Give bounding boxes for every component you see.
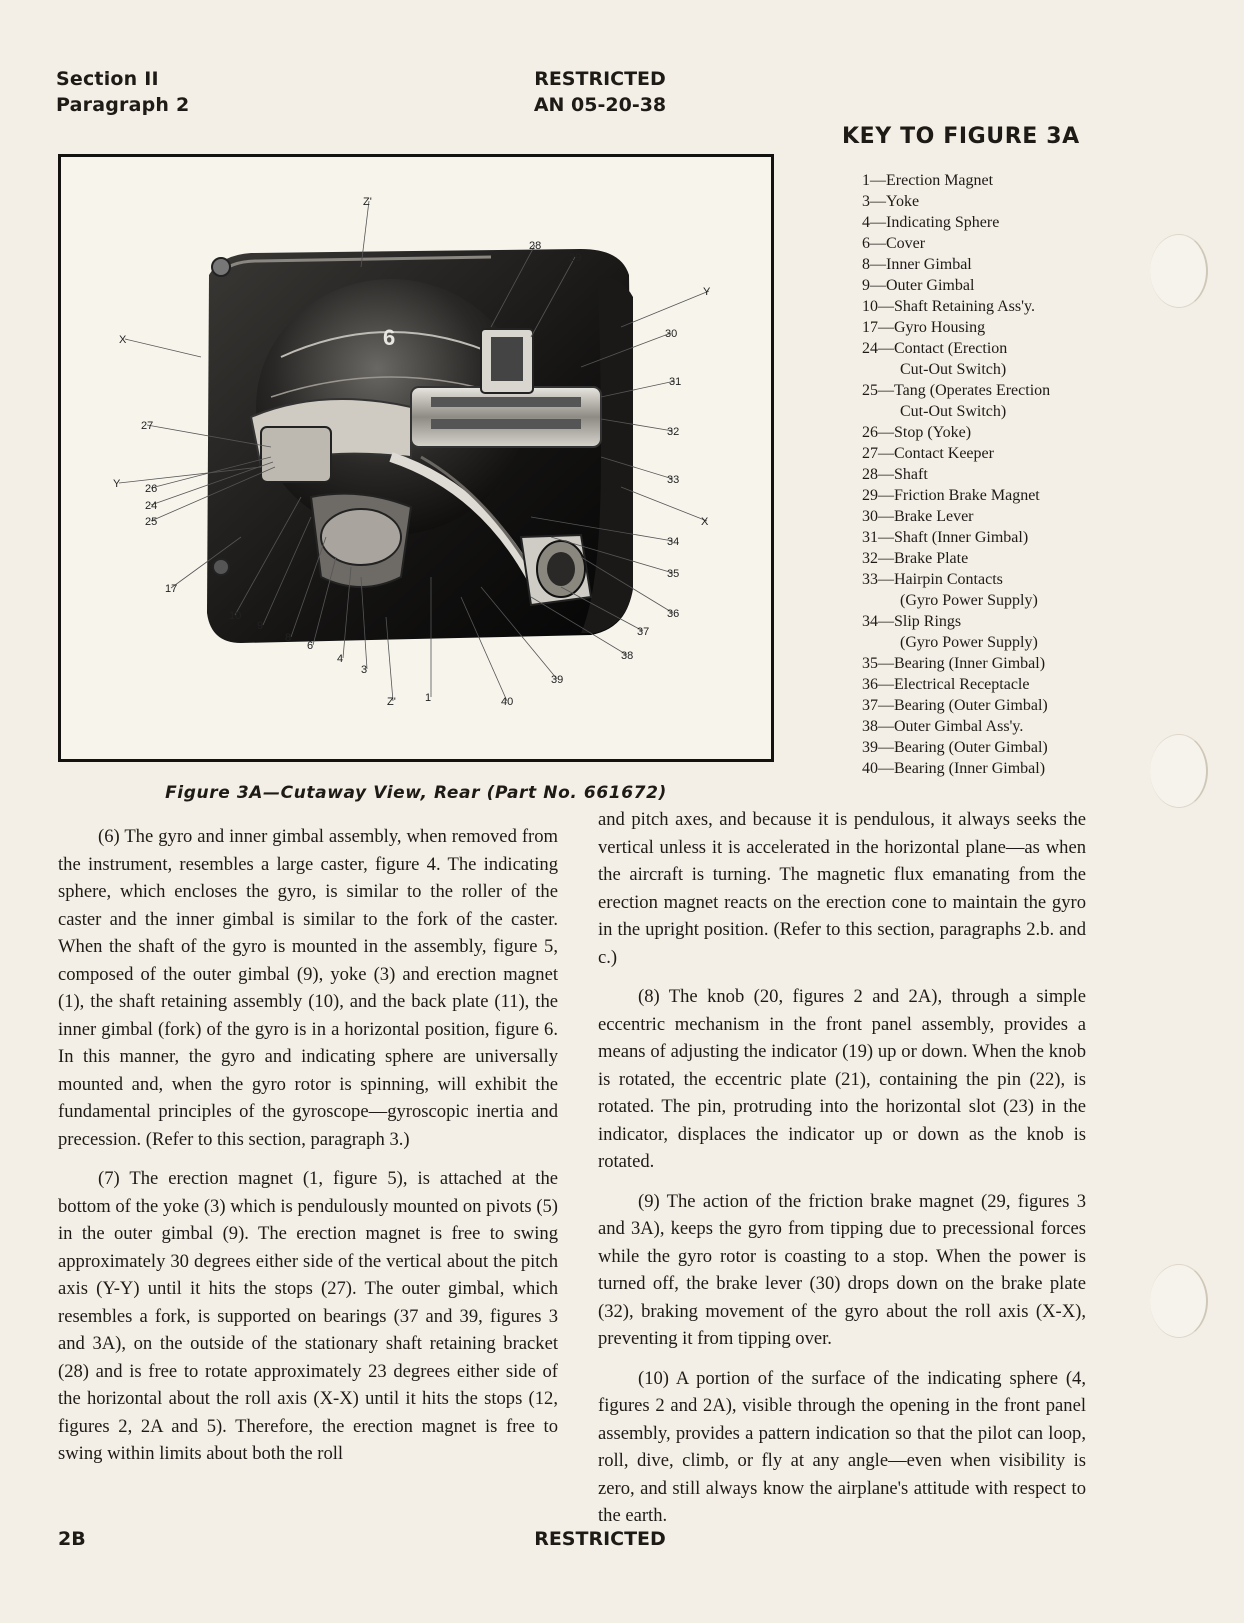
- callout-label: 39: [551, 674, 564, 686]
- key-item: [862, 758, 1222, 779]
- key-item-text: 24—Contact (Erection: [862, 340, 1008, 357]
- sphere-marking: 6: [383, 325, 396, 350]
- page-number: 2B: [58, 1528, 86, 1550]
- callout-label: 35: [667, 568, 680, 580]
- key-item-continuation: (Gyro Power Supply): [900, 592, 1038, 609]
- binder-hole-bottom: [1150, 1264, 1208, 1338]
- callout-label: 31: [669, 376, 682, 388]
- key-item-continuation: Cut-Out Switch): [900, 361, 1007, 378]
- key-item-text: 34—Slip Rings: [862, 613, 962, 630]
- key-item: [862, 317, 1222, 338]
- callout-label: 6: [307, 640, 314, 652]
- key-item-text: 30—Brake Lever: [862, 508, 974, 525]
- key-item-text: 28—Shaft: [862, 466, 928, 483]
- key-item-continuation: (Gyro Power Supply): [900, 634, 1038, 651]
- key-item: [862, 569, 1222, 611]
- callout-label: 1: [425, 692, 432, 704]
- key-item: [862, 674, 1222, 695]
- key-item-continuation: Cut-Out Switch): [900, 403, 1007, 420]
- paragraph-label: Paragraph 2: [56, 94, 190, 116]
- callout-label: Y: [703, 286, 711, 298]
- callout-label: 9: [257, 620, 264, 632]
- key-item: [862, 485, 1222, 506]
- callout-label: 27: [141, 420, 154, 432]
- key-item: [862, 380, 1222, 422]
- key-item-text: 29—Friction Brake Magnet: [862, 487, 1040, 504]
- section-paragraph-label: [56, 66, 189, 118]
- key-item-text: 26—Stop (Yoke): [862, 424, 972, 441]
- key-item: [862, 191, 1222, 212]
- callout-label: 3: [361, 664, 368, 676]
- callout-label: 32: [667, 426, 680, 438]
- callout-label: 25: [145, 516, 158, 528]
- callout-label: 29: [569, 252, 582, 264]
- key-item-text: 8—Inner Gimbal: [862, 256, 972, 273]
- key-item-text: 27—Contact Keeper: [862, 445, 994, 462]
- key-item-text: 38—Outer Gimbal Ass'y.: [862, 718, 1024, 735]
- callout-label: Z': [387, 696, 396, 708]
- key-title: KEY TO FIGURE 3A: [842, 124, 1080, 149]
- callout-label: 24: [145, 500, 158, 512]
- key-item-text: 1—Erection Magnet: [862, 172, 994, 189]
- key-item: [862, 716, 1222, 737]
- callout-label: Z': [363, 196, 372, 208]
- callout-label: 33: [667, 474, 680, 486]
- key-item-text: 9—Outer Gimbal: [862, 277, 975, 294]
- callout-label: 28: [529, 240, 542, 252]
- key-item: [862, 695, 1222, 716]
- key-item-text: 10—Shaft Retaining Ass'y.: [862, 298, 1035, 315]
- key-item-text: 37—Bearing (Outer Gimbal): [862, 697, 1048, 714]
- paragraph-9: (9) The action of the friction brake magnet (29, figures 3 and 3A), keeps the gyro from tipping due to precessional forces while the gyro rotor is coasting to a stop. When the power is turned off, the brake lever (30) drops down on the brake plate (32), braking movement of the gyro about the roll axis (X-X), preventing it from tipping over.: [598, 1190, 1086, 1349]
- callout-label: 10: [229, 610, 242, 622]
- key-item: [862, 548, 1222, 569]
- callout-label: X: [119, 334, 127, 346]
- key-item: [862, 170, 1222, 191]
- paragraph-8: (8) The knob (20, figures 2 and 2A), through a simple eccentric mechanism in the front panel assembly, provides a means of adjusting the indicator (19) up or down. When the knob is rotated, the eccentric plate (21), containing the pin (22), is rotated. The pin, protruding into the horizontal slot (23) in the indicator, displaces the indicator up or down as the knob is rotated.: [598, 986, 1086, 1172]
- paragraph-7-continued: and pitch axes, and because it is pendulous, it always seeks the vertical unless it is accelerated in the horizontal plane—as when the aircraft is turning. The magnetic flux emanating from the erection magnet reacts on the erection cone to maintain the gyro in the upright position. (Refer to this section, paragraphs 2.b. and c.): [598, 809, 1086, 968]
- key-item: [862, 464, 1222, 485]
- key-item-text: 17—Gyro Housing: [862, 319, 986, 336]
- key-item: [862, 527, 1222, 548]
- callout-label: 34: [667, 536, 680, 548]
- body-column-right: [598, 806, 1086, 1542]
- key-item-text: 25—Tang (Operates Erection: [862, 382, 1051, 399]
- callout-leader-line: [621, 487, 707, 521]
- callout-label: 30: [665, 328, 678, 340]
- key-item: [862, 422, 1222, 443]
- callout-leader-line: [621, 291, 709, 327]
- figure-caption: Figure 3A—Cutaway View, Rear (Part No. 661672): [165, 783, 667, 803]
- callout-leader-line: [125, 339, 201, 357]
- callout-label: X: [701, 516, 709, 528]
- key-item-text: 4—Indicating Sphere: [862, 214, 1000, 231]
- key-item: [862, 611, 1222, 653]
- key-item: [862, 737, 1222, 758]
- section-label: Section II: [56, 68, 159, 90]
- paragraph-10: (10) A portion of the surface of the indicating sphere (4, figures 2 and 2A), visible through the opening in the front panel assembly, provides a pattern indication so that the pilot can loop, roll, dive, climb, or fly at any angle—even when visibility is zero, and still always know the airplane's attitude with respect to the earth.: [598, 1367, 1086, 1526]
- key-item: [862, 296, 1222, 317]
- figure-3a: [58, 154, 774, 762]
- key-item: [862, 653, 1222, 674]
- key-item-text: 32—Brake Plate: [862, 550, 969, 567]
- callout-label: 4: [337, 653, 344, 665]
- key-item-text: 3—Yoke: [862, 193, 920, 210]
- callout-label: 40: [501, 696, 514, 708]
- footer-classification: RESTRICTED: [534, 1528, 666, 1550]
- header-center: [470, 66, 730, 118]
- body-column-left: [58, 823, 558, 1480]
- callout-label: Y: [113, 478, 121, 490]
- key-item: [862, 338, 1222, 380]
- key-item: [862, 275, 1222, 296]
- key-item-text: 35—Bearing (Inner Gimbal): [862, 655, 1046, 672]
- key-list: [862, 170, 1222, 779]
- key-item-text: 39—Bearing (Outer Gimbal): [862, 739, 1048, 756]
- callout-label: 38: [621, 650, 634, 662]
- callout-label: 17: [165, 583, 178, 595]
- key-item: [862, 212, 1222, 233]
- callout-label: 8: [285, 632, 292, 644]
- key-item: [862, 233, 1222, 254]
- cutaway-illustration: [61, 157, 771, 759]
- key-item-text: 31—Shaft (Inner Gimbal): [862, 529, 1029, 546]
- paragraph-7: (7) The erection magnet (1, figure 5), is attached at the bottom of the yoke (3) which is pendulously mounted on pivots (5) in the outer gimbal (9). The erection magnet is free to swing approximately 30 degrees either side of the vertical about the pitch axis (Y-Y) until it hits the stops (27). The outer gimbal, which resembles a fork, is supported on bearings (37 and 39, figures 3 and 3A), on the outside of the stationary shaft retaining bracket (28) and is free to rotate approximately 23 degrees either side of the horizontal about the roll axis (X-X) until it hits the stops (12, figures 2, 2A and 5). Therefore, the erection magnet is free to swing within limits about both the roll: [58, 1168, 558, 1464]
- key-item-text: 36—Electrical Receptacle: [862, 676, 1030, 693]
- paragraph-6: (6) The gyro and inner gimbal assembly, when removed from the instrument, resembles a large caster, figure 4. The indicating sphere, which encloses the gyro, is similar to the roller of the caster and the inner gimbal is similar to the fork of the caster. When the shaft of the gyro is mounted in the assembly, figure 5, composed of the outer gimbal (9), yoke (3) and erection magnet (1), the shaft retaining assembly (10), and the back plate (11), the inner gimbal (fork) of the gyro is in a horizontal position, figure 6. In this manner, the gyro and indicating sphere are universally mounted and, when the gyro rotor is spinning, will exhibit the fundamental principles of the gyroscope—gyroscopic inertia and precession. (Refer to this section, paragraph 3.): [58, 826, 558, 1150]
- key-item-text: 33—Hairpin Contacts: [862, 571, 1003, 588]
- callout-label: 37: [637, 626, 650, 638]
- key-item-text: 40—Bearing (Inner Gimbal): [862, 760, 1046, 777]
- callout-label: 36: [667, 608, 680, 620]
- document-number: AN 05-20-38: [533, 94, 667, 116]
- key-item: [862, 506, 1222, 527]
- key-item: [862, 443, 1222, 464]
- key-item-text: 6—Cover: [862, 235, 926, 252]
- callout-label: 26: [145, 483, 158, 495]
- key-item: [862, 254, 1222, 275]
- header-classification: RESTRICTED: [534, 68, 666, 90]
